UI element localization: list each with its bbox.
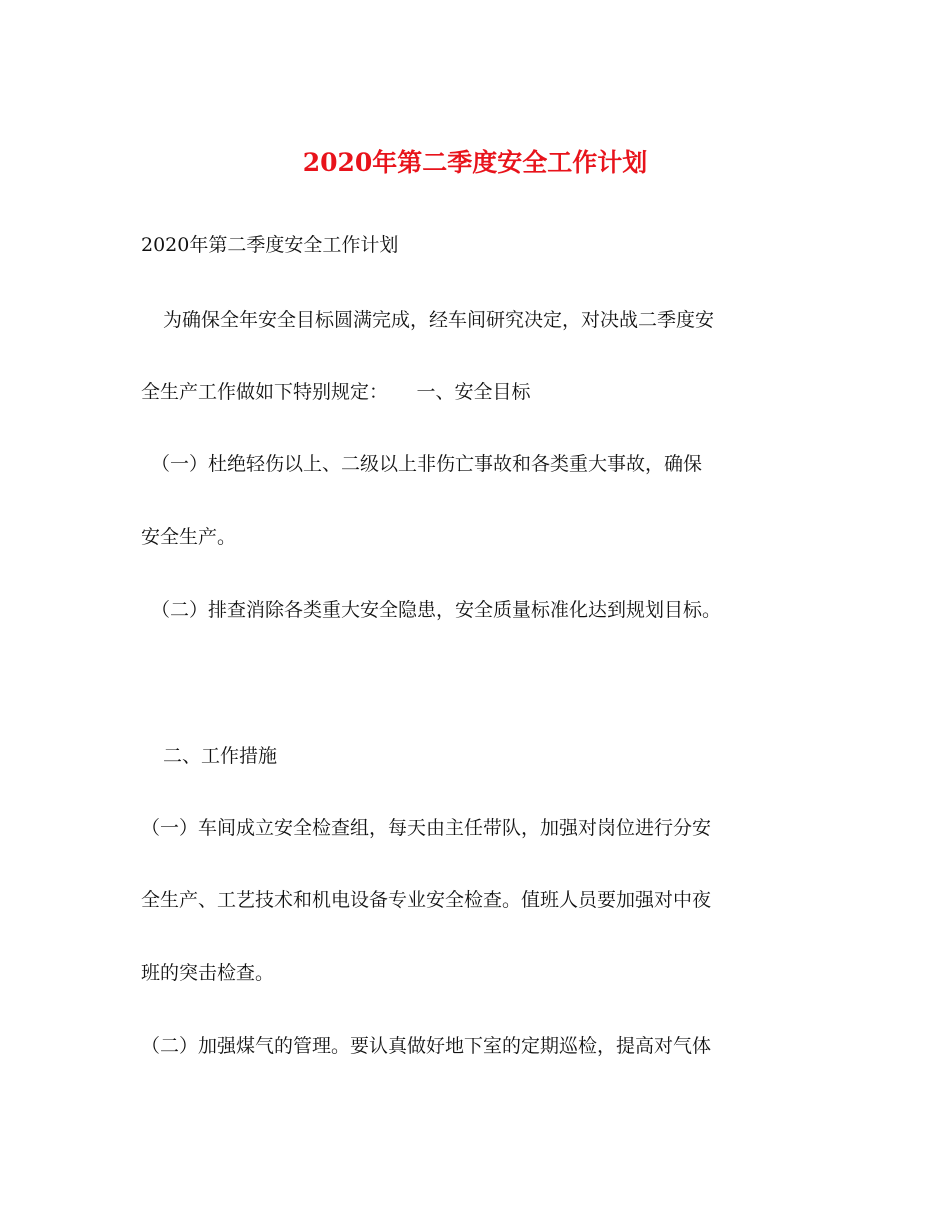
document-title: 2020年第二季度安全工作计划 (302, 148, 648, 177)
paragraph-line: （二）加强煤气的管理。要认真做好地下室的定期巡检，提高对气体 (141, 1035, 712, 1057)
paragraph-line: （一）杜绝轻伤以上、二级以上非伤亡事故和各类重大事故，确保 (151, 453, 703, 475)
paragraph-line: 为确保全年安全目标圆满完成，经车间研究决定，对决战二季度安 (163, 309, 715, 331)
paragraph-line: （二）排查消除各类重大安全隐患，安全质量标准化达到规划目标。 (151, 599, 722, 621)
paragraph-line: 全生产工作做如下特别规定： 一、安全目标 (141, 381, 531, 403)
paragraph-line: 安全生产。 (141, 526, 237, 548)
section-heading: 二、工作措施 (163, 745, 278, 767)
paragraph-line: 班的突击检查。 (141, 962, 275, 984)
paragraph-line: （一）车间成立安全检查组，每天由主任带队，加强对岗位进行分安 (141, 817, 712, 839)
subtitle-line: 2020年第二季度安全工作计划 (141, 234, 399, 256)
paragraph-line: 全生产、工艺技术和机电设备专业安全检查。值班人员要加强对中夜 (141, 889, 712, 911)
